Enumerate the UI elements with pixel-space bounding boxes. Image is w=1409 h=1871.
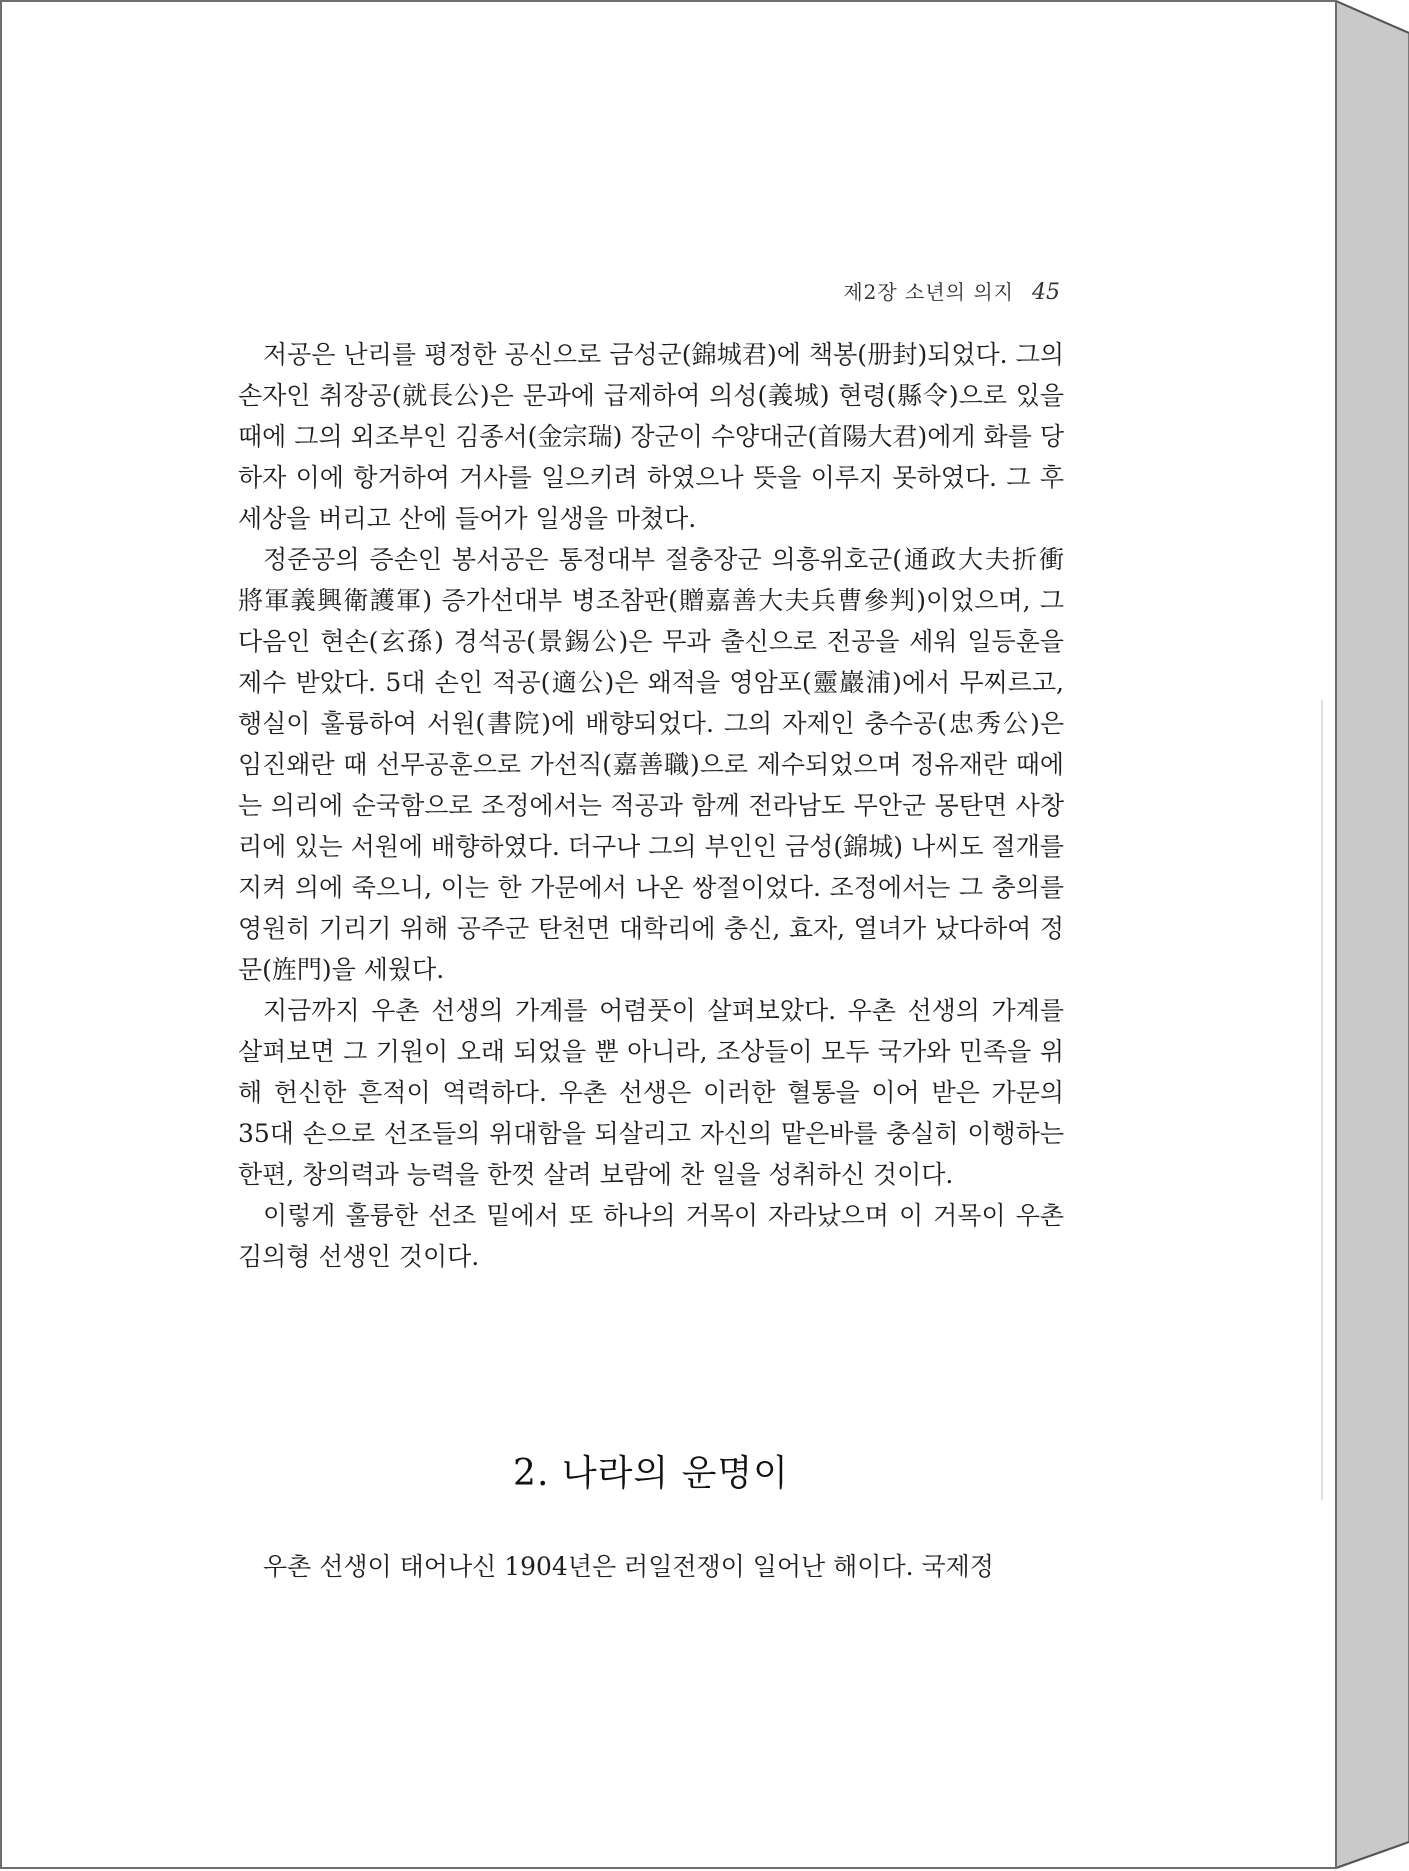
paragraph-4: 이렇게 훌륭한 선조 밑에서 또 하나의 거목이 자라났으며 이 거목이 우촌 김의형 선생인 것이다. bbox=[238, 1201, 1064, 1271]
running-header bbox=[240, 276, 1060, 305]
section-heading: 2. 나라의 운명이 bbox=[513, 1453, 789, 1494]
paragraph-5: 우촌 선생이 태어나신 1904년은 러일전쟁이 일어난 해이다. 국제정 bbox=[263, 1552, 994, 1581]
chapter-title: 제2장 소년의 의지 bbox=[843, 280, 1014, 304]
book-page-edges bbox=[1336, 1, 1409, 1868]
section-body bbox=[238, 1546, 1064, 1587]
paragraph-3: 지금까지 우촌 선생의 가계를 어렴풋이 살펴보았다. 우촌 선생의 가계를 살펴보면 그 기원이 오래 되었을 뿐 아니라, 조상들이 모두 국가와 민족을 위해 헌신한 흔적이 역력하다. 우촌 선생은 이러한 혈통을 이어 받은 가문의 35대 손으로 선조들의 위대함을 되살리고 자신의 맡은바를 충실히 이행하는 한편, 창의력과 능력을 한껏 살려 보람에 찬 일을 성취하신 것이다. bbox=[238, 996, 1064, 1189]
paragraph-1: 저공은 난리를 평정한 공신으로 금성군(錦城君)에 책봉(册封)되었다. 그의 손자인 취장공(就長公)은 문과에 급제하여 의성(義城) 현령(縣令)으로 있을 때에 그의 외조부인 김종서(金宗瑞) 장군이 수양대군(首陽大君)에게 화를 당하자 이에 항거하여 거사를 일으키려 하였으나 뜻을 이루지 못하였다. 그 후 세상을 버리고 산에 들어가 일생을 마쳤다. bbox=[238, 340, 1064, 533]
body-text bbox=[238, 334, 1064, 1277]
page-number: 45 bbox=[1032, 280, 1060, 305]
paragraph-2: 정준공의 증손인 봉서공은 통정대부 절충장군 의흥위호군(通政大夫折衝將軍義興衛護軍) 증가선대부 병조참판(贈嘉善大夫兵曹參判)이었으며, 그 다음인 현손(玄孫) 경석공(景錫公)은 무과 출신으로 전공을 세워 일등훈을 제수 받았다. 5대 손인 적공(適公)은 왜적을 영암포(靈巖浦)에서 무찌르고, 행실이 훌륭하여 서원(書院)에 배향되었다. 그의 자제인 충수공(忠秀公)은 임진왜란 때 선무공훈으로 가선직(嘉善職)으로 제수되었으며 정유재란 때에는 의리에 순국함으로 조정에서는 적공과 함께 전라남도 무안군 몽탄면 사창리에 있는 서원에 배향하였다. 더구나 그의 부인인 금성(錦城) 나씨도 절개를 지켜 의에 죽으니, 이는 한 가문에서 나온 쌍절이었다. 조정에서는 그 충의를 영원히 기리기 위해 공주군 탄천면 대학리에 충신, 효자, 열녀가 났다하여 정문(旌門)을 세웠다. bbox=[238, 545, 1064, 984]
